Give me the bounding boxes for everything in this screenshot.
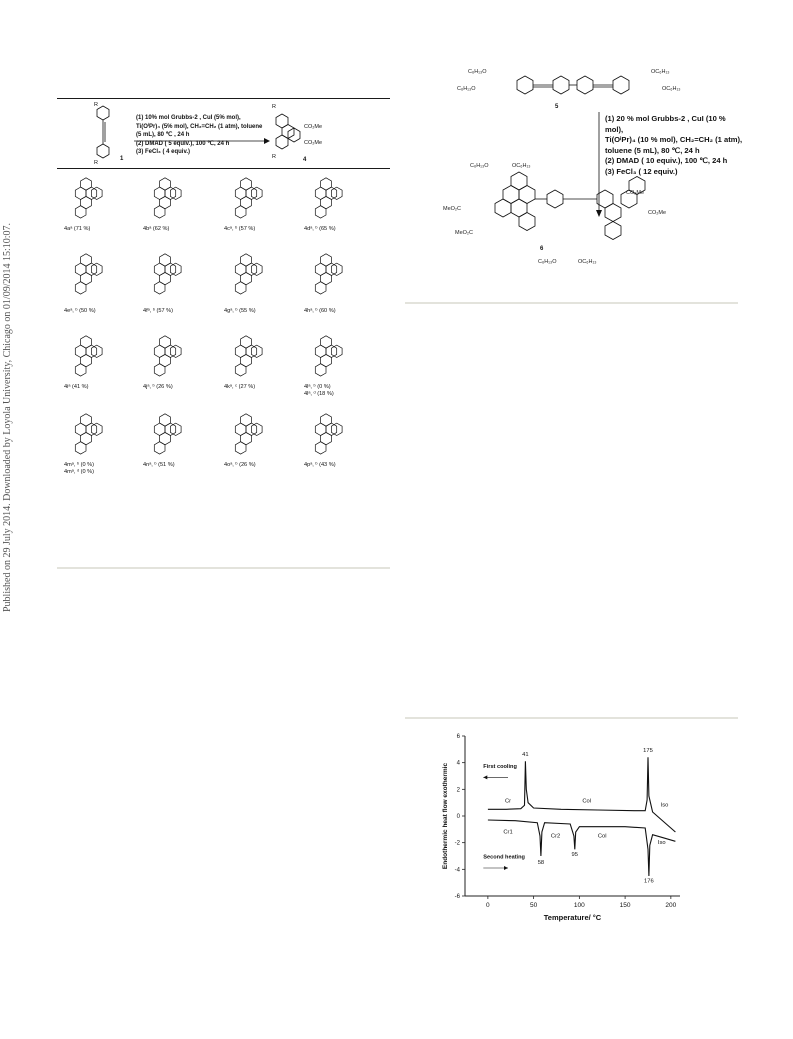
s5-c6-bottom: C₆H₁₃O [457, 86, 476, 92]
peak-label-41: 41 [522, 752, 529, 758]
scheme1-conditions [136, 114, 266, 157]
substituent-r-bottom: R [94, 160, 98, 166]
compound-label-0-1: 4bᵃ (62 %) [143, 226, 170, 232]
phase-cr1-heating: Cr1 [503, 829, 513, 836]
compound-label-1-0: 4eᵃ, ᵇ (50 %) [64, 308, 96, 314]
x-tick-label: 50 [529, 902, 538, 909]
peak-label-95: 95 [571, 852, 579, 858]
download-watermark: Published on 29 July 2014. Downloaded by Loyola University, Chicago on 01/09/2014 15:10:07. [2, 222, 13, 612]
figure-top-rule [405, 717, 738, 719]
s2-condition-3: toluene (5 mL), 80 ℃, 24 h [605, 145, 700, 155]
compound-1-label: 1 [120, 156, 124, 162]
compound-label-1-3: 4hᵃ, ᵇ (60 %) [304, 308, 336, 314]
s5-c6-top: C₆H₁₃O [468, 69, 487, 75]
x-tick-label: 0 [486, 902, 490, 909]
compound-4-label: 4 [303, 157, 307, 163]
compound-structure-3-2 [222, 410, 294, 462]
compound-label-2-3: 4lᵃ, ᵇ (0 %) [304, 384, 331, 390]
y-axis-title: Endothermic heat flow exothermic [442, 762, 449, 870]
y-tick-label: 2 [456, 787, 460, 794]
compound-6-label: 6 [540, 246, 544, 252]
scheme1-bottom-rule [57, 567, 390, 569]
s5-oc6-bottom: OC₆H₁₃ [662, 86, 681, 92]
compound-label-2-0: 4iᵃ (41 %) [64, 384, 89, 390]
svg-text:CO₂Me: CO₂Me [304, 124, 323, 130]
compound-label-3-3: 4pᵃ, ᵇ (43 %) [304, 462, 336, 468]
series-line-second-heating [488, 820, 676, 876]
compound-structure-1-1 [141, 250, 213, 302]
peak-label-175: 175 [643, 748, 653, 754]
s6-oc6-topright: OC₆H₁₃ [512, 163, 531, 169]
compound-structure-0-3 [302, 174, 374, 226]
compound-label-3-2: 4oᵃ, ᵇ (26 %) [224, 462, 256, 468]
compound-structure-0-2 [222, 174, 294, 226]
s6-meo2c-2: MeO₂C [455, 230, 474, 236]
scheme1-top-rule [57, 98, 390, 99]
y-tick-label: -6 [454, 894, 460, 900]
scheme1-header-rule [57, 168, 390, 169]
phase-iso-cooling: Iso [660, 802, 669, 809]
scheme2-conditions [605, 114, 745, 178]
x-tick-label: 100 [573, 902, 585, 909]
compound-structure-2-3 [302, 332, 374, 384]
s6-meo2c-1: MeO₂C [443, 206, 462, 212]
compound-label-1-1: 4fᵃ, ᵇ (57 %) [143, 308, 173, 314]
phase-cr-cooling: Cr [504, 798, 512, 805]
compound-structure-0-1 [141, 174, 213, 226]
compound-label-3-0: 4mᵃ, ᵇ (0 %) [64, 462, 94, 468]
s6-co2me-2: CO₂Me [648, 210, 667, 216]
compound-label-0-0: 4aᵃ (71 %) [64, 226, 91, 232]
y-tick-label: -4 [454, 867, 460, 874]
compound-structure-1-3 [302, 250, 374, 302]
condition-line-2: Ti(OⁱPr)₄ (5% mol), CH₂=CH₂ (1 atm), toluene [136, 123, 263, 130]
condition-line-1: (1) 10% mol Grubbs-2 , CuI (5% mol), [136, 115, 241, 121]
compound-structure-1-0 [62, 250, 134, 302]
compound-label-2-2: 4kᵃ, ᶜ (27 %) [224, 384, 256, 390]
x-tick-label: 150 [619, 902, 631, 909]
phase-iso-heating: Iso [657, 840, 666, 846]
compound-label-2-1: 4jᵃ, ᵇ (26 %) [143, 384, 173, 390]
legend-heating-arrowhead [504, 866, 508, 870]
compound-label-3-0-b: 4mᵃ, ᵈ (0 %) [64, 469, 94, 475]
substituent-r-top: R [94, 102, 98, 108]
compound-label-0-3: 4dᵃ, ᵇ (65 %) [304, 226, 336, 232]
peak-label-58: 58 [537, 860, 545, 866]
compound-5-label: 5 [555, 104, 559, 110]
condition-line-3: (5 mL), 80 ℃ , 24 h [136, 132, 190, 138]
x-tick-label: 200 [665, 902, 677, 909]
condition-line-5: (3) FeCl₃ ( 4 equiv.) [136, 149, 191, 155]
peak-label-176: 176 [644, 878, 654, 885]
s6-oc6-bottom: OC₆H₁₃ [578, 259, 597, 265]
compound-structure-1-2 [222, 250, 294, 302]
compound-label-1-2: 4gᵃ, ᵇ (55 %) [224, 308, 256, 314]
legend-cooling-arrowhead [483, 775, 487, 779]
dsc-chart [425, 728, 695, 928]
scheme1-reaction-arrow [134, 137, 270, 145]
x-axis-title: Temperature/ °C [543, 913, 602, 922]
s2-condition-1: (1) 20 % mol Grubbs-2 , CuI (10 % mol), [605, 114, 726, 134]
s6-co2me-1: CO₂Me [626, 190, 645, 196]
compound-label-0-2: 4cᵃ, ᵇ (57 %) [224, 226, 256, 232]
s2-condition-5: (3) FeCl₃ ( 12 equiv.) [605, 166, 678, 176]
compound-structure-0-0 [62, 174, 134, 226]
compound-structure-3-3 [302, 410, 374, 462]
compound-structure-3-0 [62, 410, 134, 462]
legend-first-cooling: First cooling [483, 764, 517, 770]
compound-label-3-1: 4nᵃ, ᵇ (51 %) [143, 462, 175, 468]
legend-second-heating: Second heating [483, 854, 525, 861]
s6-c6-bottom: C₆H₁₃O [538, 259, 557, 265]
scheme2-bottom-rule [405, 302, 738, 304]
y-tick-label: 0 [456, 814, 460, 820]
condition-line-4: (2) DMAD ( 5 equiv.), 100 ℃, 24 h [136, 140, 230, 147]
phase-col-cooling: Col [582, 798, 592, 805]
svg-text:CO₂Me: CO₂Me [304, 140, 323, 146]
s2-condition-2: Ti(OⁱPr)₄ (10 % mol), CH₂=CH₂ (1 atm), [605, 135, 743, 145]
svg-text:R: R [272, 104, 276, 110]
product-4-structure [268, 100, 348, 164]
s2-condition-4: (2) DMAD ( 10 equiv.), 100 ℃, 24 h [605, 156, 728, 166]
y-tick-label: -2 [454, 840, 460, 847]
compound-structure-2-0 [62, 332, 134, 384]
s6-c6-topleft: C₆H₁₃O [470, 163, 489, 169]
compound-structure-2-1 [141, 332, 213, 384]
phase-col-heating: Col [597, 833, 607, 840]
phase-cr2-heating: Cr2 [550, 833, 561, 840]
y-tick-label: 4 [456, 760, 460, 767]
y-tick-label: 6 [456, 734, 460, 740]
compound-label-2-3-b: 4lᵃ, ᵈ (18 %) [304, 391, 334, 397]
s5-oc6-top: OC₆H₁₃ [651, 69, 670, 75]
compound-structure-3-1 [141, 410, 213, 462]
compound-structure-2-2 [222, 332, 294, 384]
svg-text:R: R [272, 154, 276, 160]
